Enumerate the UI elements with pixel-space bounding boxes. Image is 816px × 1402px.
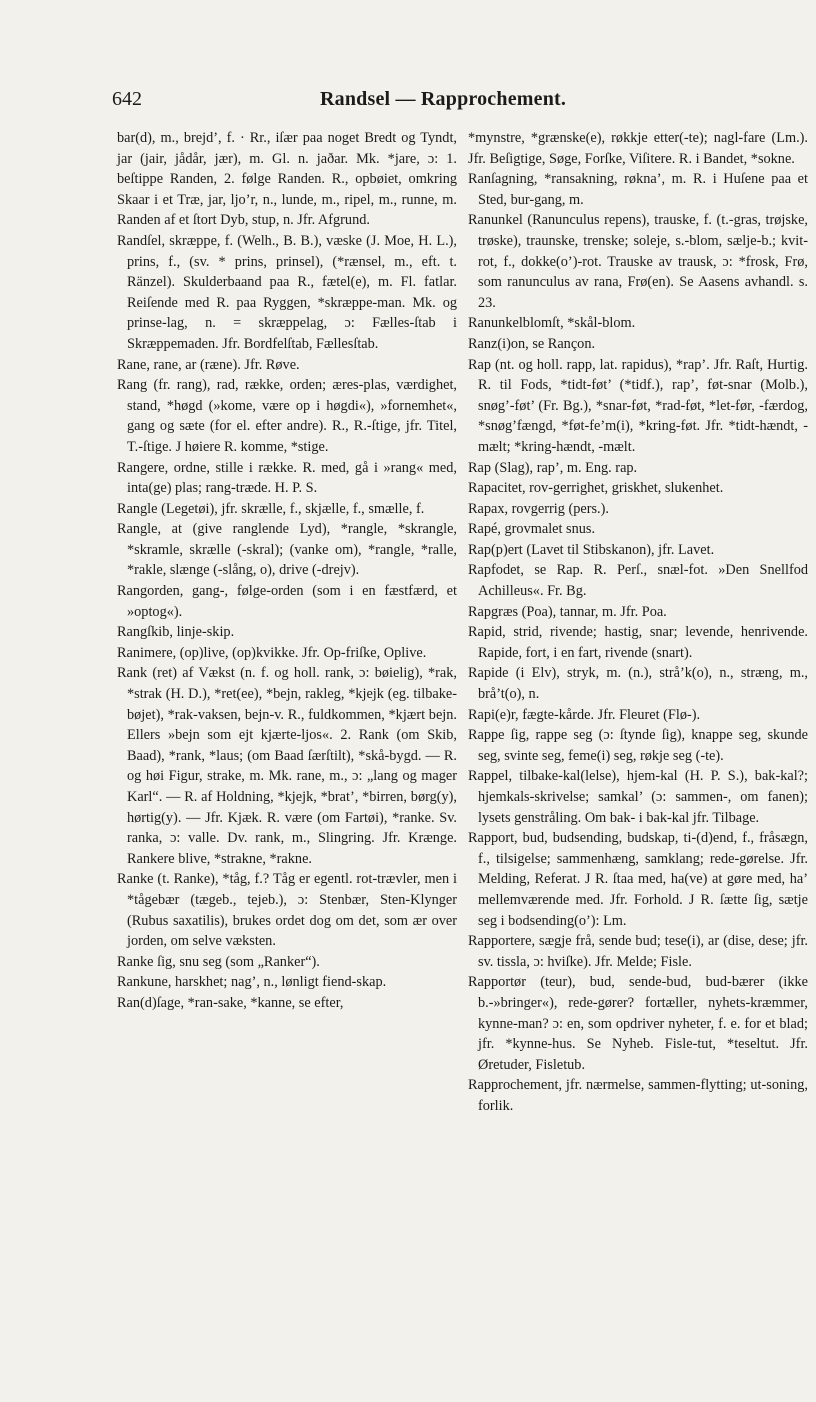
dictionary-entry: Rangorden, gang-, følge-orden (som i en fæstfærd, et »optog«). bbox=[117, 583, 457, 620]
dictionary-entry: Rapax, rovgerrig (pers.). bbox=[468, 500, 609, 517]
dictionary-entry: Rap (nt. og holl. rapp, lat. rapidus), *rap’. Jfr. Raſt, Hurtig. R. til Fods, *tidt-føt’ (*tidf.), rap’, føt-snar (Molb.), snøg’-føt’ (Fr. Bg.), *snar-føt, *rad-føt, *let-før, -færdog, *snøg’fængd, *føt-fe’m(i), *kring-føt. Jfr. *tidt-hændt, -mælt; *kring-hændt, -mælt. bbox=[468, 356, 808, 455]
dictionary-entry: Rappe ſig, rappe seg (ɔ: ſtynde ſig), knappe seg, skunde seg, svinte seg, feme(i) seg, røkje seg (-te). bbox=[468, 727, 808, 764]
dictionary-entry: Rank (ret) af Vækst (n. f. og holl. rank, ɔ: bøielig), *rak, *strak (H. D.), *ret(ee), *bejn, rakleg, *kjejk (eg. tilbake-bøjet), *rak-vaksen, bejn-v. R., fuldkommen, *kjært bejn. Ellers »bejn som ejt kjærte-ljos«. 2. Rank (om Skib, Baad), *rank, *laus; (om Baad ſærſtilt), *skå-bygd. — R. og høi Figur, strake, m. Mk. rane, m., ɔ: „lang og mager Karl“. — R. af Holdning, *kjejk, *brat’, *birren, børg(y), hørtig(y). — Jfr. Kjæk. R. være (om Fartøi), *ranke. Sv. ranka, ɔ: valle. Dv. rank, m., Slingring. Jfr. Krænge. Rankere blive, *strakne, *rakne. bbox=[117, 665, 457, 867]
dictionary-entry: Rapfodet, se Rap. R. Perſ., snæl-fot. »Den Snellfod Achilleus«. Fr. Bg. bbox=[468, 562, 808, 600]
dictionary-entry: Rappel, tilbake-kal(lelse), hjem-kal (H. P. S.), bak-kal?; hjemkals-skrivelse; samkal’ (ɔ: sammen-, om fanen); lysets genstråling. Om bak- i bak-kal jfr. Tilbage. bbox=[468, 768, 808, 826]
dictionary-entry: Rapé, grovmalet snus. bbox=[468, 521, 596, 538]
dictionary-entry: Rang (fr. rang), rad, række, orden; æres-plas, værdighet, stand, *høgd (»kome, være op i høgdi«), »fornemhet«, gang og sæte (for el. efter andre). R., R.-ſtige, jfr. Titel, T.-ſtige. J høiere R. komme, *stige. bbox=[117, 377, 457, 455]
dictionary-entry: Randſel, skræppe, f. (Welh., B. B.), væske (J. Moe, H. L.), prins, f., (sv. * prins, prinsel), (*rænsel, m., eft. t. Ränzel). Skulderbaand paa R., fætel(e), m. Fl. fatlar. Reiſende med R. paa Ryggen, *skræppe-man. Mk. og prinse-lag, n. = skræppelag, ɔ: Fælles-ſtab i Skræppemaden. Jfr. Bordfelſtab, Fællesſtab. bbox=[117, 232, 457, 352]
right-column bbox=[468, 128, 808, 1117]
dictionary-entry: Rangle, at (give ranglende Lyd), *rangle, *skrangle, *skramle, skrælle (-skral); (vanke om), *rangle, *ralle, *rakle, slænge (-slång, o), drive (-drejv). bbox=[117, 521, 457, 579]
running-title: Randsel — Rapprochement. bbox=[320, 88, 567, 110]
dictionary-entry: Ranke ſig, snu seg (som „Ranker“). bbox=[117, 953, 320, 970]
dictionary-entry: bar(d), m., brejd’, f. · Rr., iſær paa noget Bredt og Tyndt, jar (jair, jådår, jær), m. Gl. n. jaðar. Mk. *jare, ɔ: 1. beſtippe Randen, 2. følge Randen. R., opbøiet, omkring Skaar i et Træ, jar, ljo’r, n., lunde, m., ripel, m., runne, m. Randen af et ſtort Dyb, stup, n. Jfr. Afgrund. bbox=[117, 130, 457, 229]
dictionary-entry: Rapacitet, rov-gerrighet, griskhet, slukenhet. bbox=[468, 480, 724, 497]
dictionary-entry: Ran(d)ſage, *ran-sake, *kanne, se efter, bbox=[117, 994, 344, 1011]
dictionary-entry: Rapi(e)r, fægte-kårde. Jfr. Fleuret (Flø-). bbox=[468, 706, 701, 723]
dictionary-entry: Ranimere, (op)live, (op)kvikke. Jfr. Op-friſke, Oplive. bbox=[117, 644, 427, 661]
dictionary-entry: Rap (Slag), rap’, m. Eng. rap. bbox=[468, 459, 638, 476]
dictionary-entry: Rangſkib, linje-skip. bbox=[117, 624, 235, 641]
dictionary-entry: Ranſagning, *ransakning, røkna’, m. R. i Huſene paa et Sted, bur-gang, m. bbox=[468, 171, 808, 208]
dictionary-entry: Rane, rane, ar (ræne). Jfr. Røve. bbox=[117, 356, 300, 373]
dictionary-entry: Rapide (i Elv), stryk, m. (n.), strå’k(o), n., stræng, m., brå’t(o), n. bbox=[468, 665, 808, 703]
dictionary-entry: Ranunkelblomſt, *skål-blom. bbox=[468, 315, 636, 332]
page-header bbox=[112, 88, 702, 118]
dictionary-entry: Rapprochement, jfr. nærmelse, sammen-flytting; ut-soning, forlik. bbox=[468, 1077, 808, 1114]
dictionary-entry: Ranunkel (Ranunculus repens), trauske, f. (t.-gras, trøjske, trøske), traunske, trenske; soleje, s.-blom, sælje-b.; kvit-rot, f., dokke(o’)-rot. Trauske av trausk, ɔ: *frosk, Frø, som ranunculus av rana, Frø(en). Se Aasens avhandl. s. 23. bbox=[468, 212, 808, 311]
dictionary-entry: Ranz(i)on, se Rançon. bbox=[468, 335, 596, 352]
dictionary-entry: Rankune, harskhet; nag’, n., lønligt fiend-skap. bbox=[117, 974, 387, 991]
dictionary-entry: Rapid, strid, rivende; hastig, snar; levende, henrivende. Rapide, fort, i en fart, rivende (snart). bbox=[468, 624, 808, 661]
dictionary-entry: Rangere, ordne, stille i række. R. med, gå i »rang« med, inta(ge) plas; rang-træde. H. P. S. bbox=[117, 459, 457, 497]
dictionary-entry: Rapgræs (Poa), tannar, m. Jfr. Poa. bbox=[468, 603, 667, 620]
dictionary-entry: Rap(p)ert (Lavet til Stibskanon), jfr. Lavet. bbox=[468, 541, 715, 558]
dictionary-entry: Rapportere, sægje frå, sende bud; tese(i), ar (dise, dese; jfr. sv. tissla, ɔ: hviſke). Jfr. Melde; Fisle. bbox=[468, 933, 808, 970]
dictionary-entry: Rangle (Legetøi), jfr. skrælle, f., skjælle, f., smælle, f. bbox=[117, 500, 425, 517]
page-number: 642 bbox=[112, 88, 142, 110]
dictionary-entry: Rapport, bud, budsending, budskap, ti-(d)end, f., fråsægn, f., tilsigelse; sammenhæng, samklang; rede-gørelse. Jfr. Melding, Referat. J R. ſtaa med, ha(ve) at gøre med, ha’ mellemværende med. Jfr. Forhold. J R. ſætte ſig, sætje seg i bodsending(o’): Lm. bbox=[468, 830, 808, 929]
dictionary-entry: Rapportør (teur), bud, sende-bud, bud-bærer (ikke b.-»bringer«), rede-gører? fortæller, nyhets-kræmmer, kynne-man? ɔ: en, som opdriver nyheter, f. e. for et blad; jfr. *kynne-hus. Se Nyheb. Fisle-tut, *teseltut. Jfr. Øretuder, Fisletub. bbox=[468, 974, 808, 1073]
dictionary-entry: Ranke (t. Ranke), *tåg, f.? Tåg er egentl. rot-trævler, men i *tågebær (tægeb., tejeb.), ɔ: Stenbær, Sten-Klynger (Rubus saxatilis), brukes ordet dog om det, som ær over jorden, om selve væksten. bbox=[117, 871, 457, 950]
dictionary-entry: *mynstre, *grænske(e), røkkje etter(-te); nagl-fare (Lm.). Jfr. Beſigtige, Søge, Forſke, Viſitere. R. i Bandet, *sokne. bbox=[468, 130, 808, 167]
left-column bbox=[117, 128, 457, 1014]
